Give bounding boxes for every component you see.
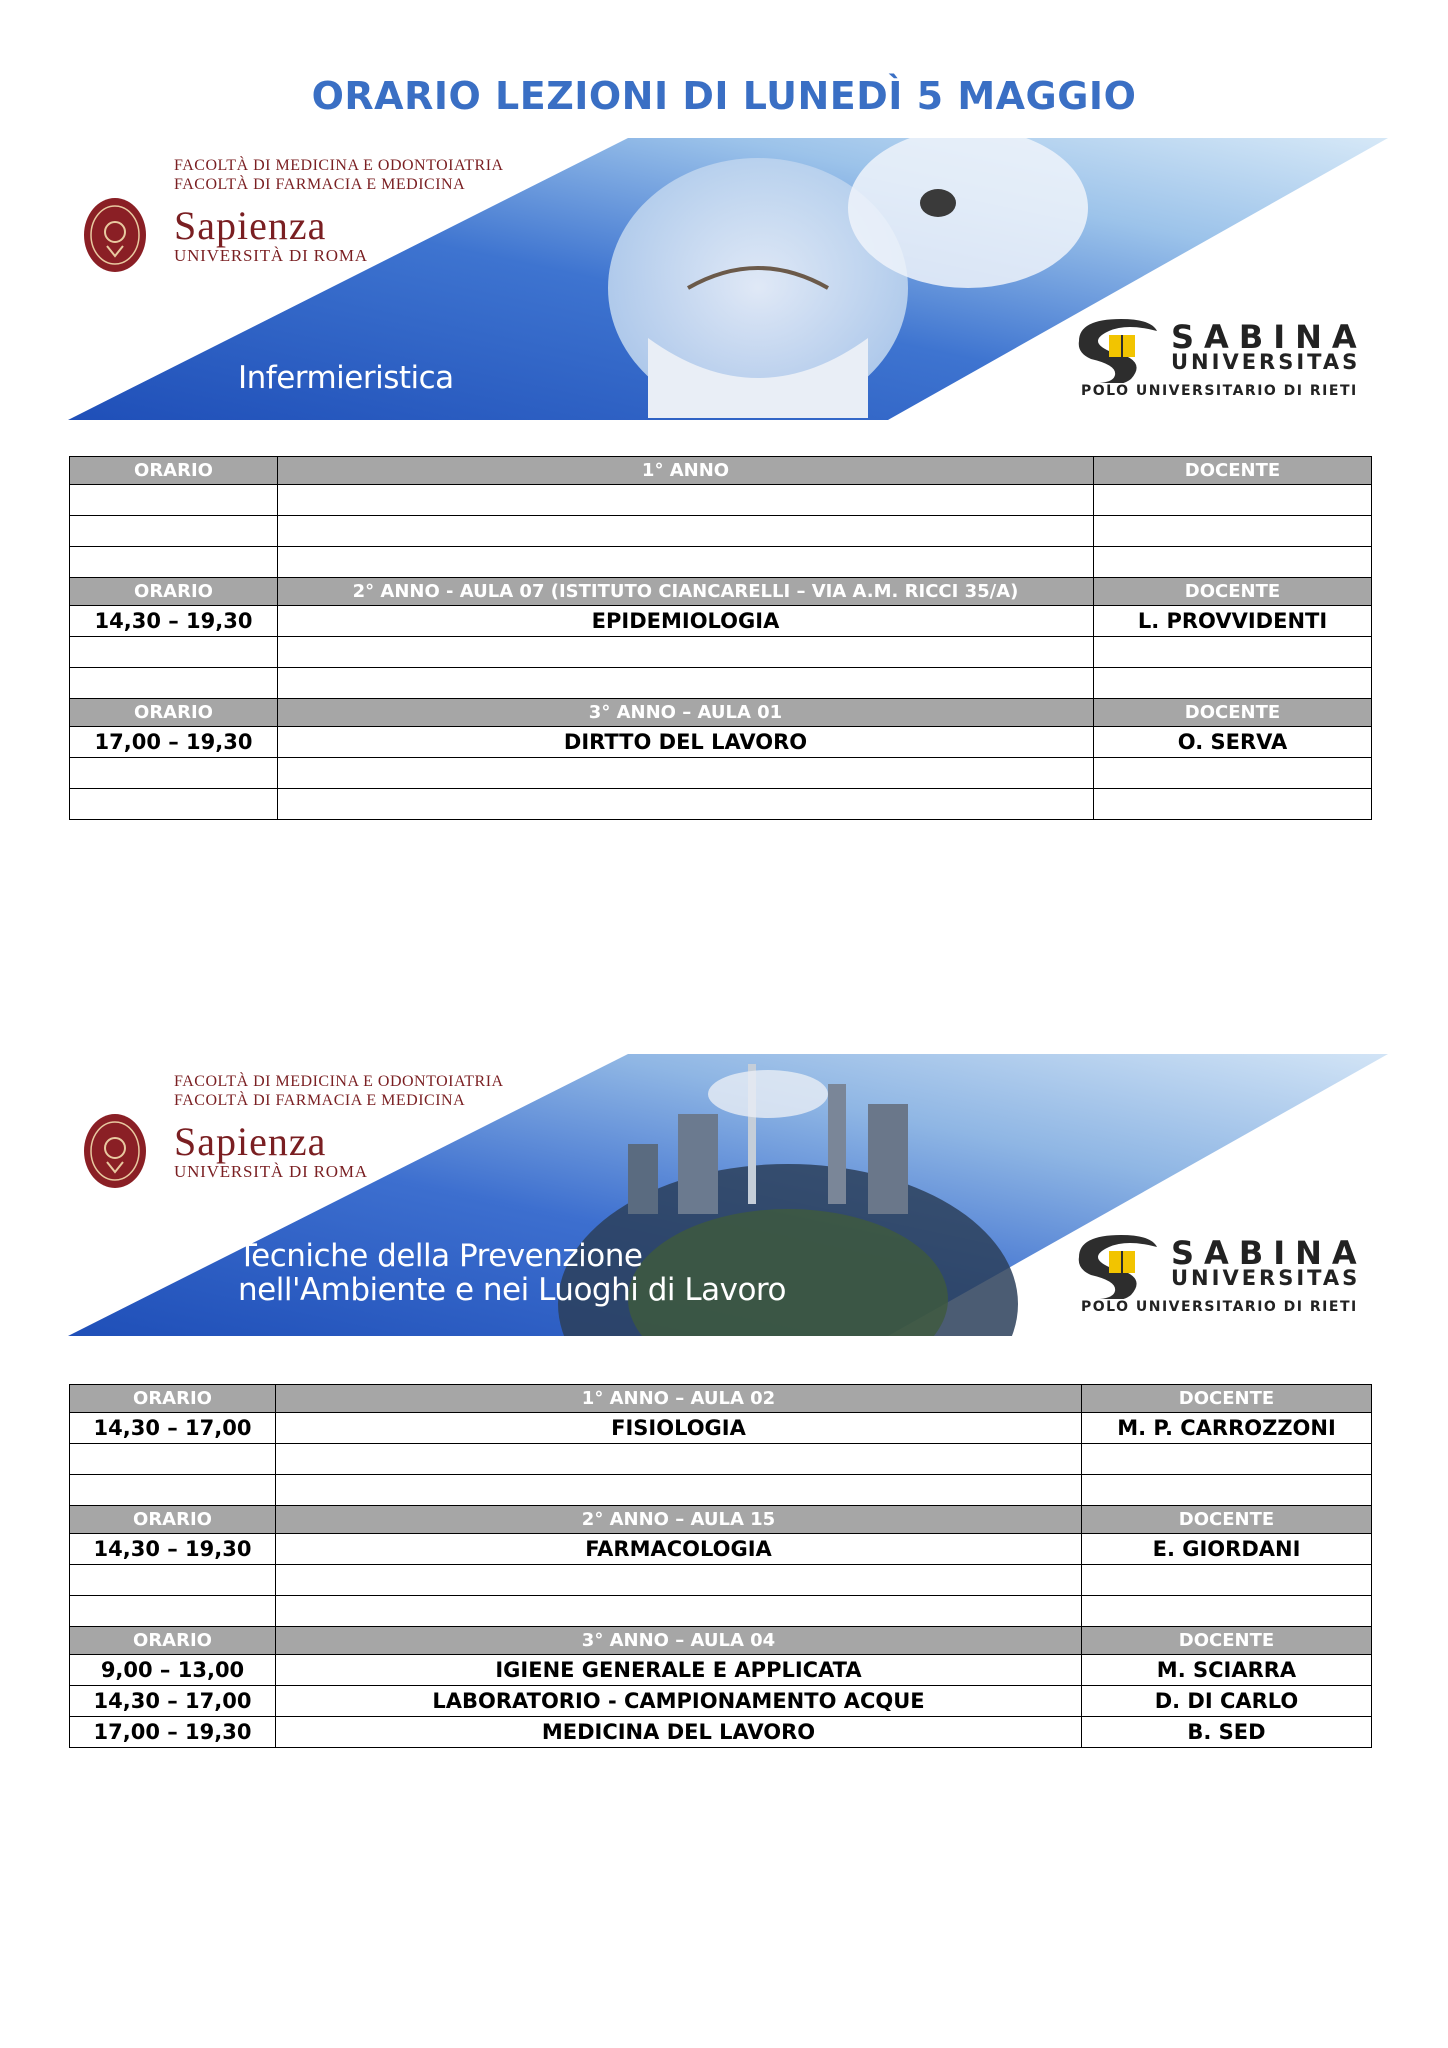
table-row: [70, 547, 1372, 578]
cell-corso: [276, 1475, 1082, 1506]
cell-docente: [1082, 1444, 1372, 1475]
banner-infermieristica: [68, 138, 1388, 420]
header-corso: 2° ANNO - AULA 07 (ISTITUTO CIANCARELLI – VIA A.M. RICCI 35/A): [278, 578, 1094, 606]
table-row: [70, 789, 1372, 820]
table-row: [70, 637, 1372, 668]
table-row: [70, 516, 1372, 547]
cell-corso: FISIOLOGIA: [276, 1413, 1082, 1444]
cell-orario: [70, 516, 278, 547]
cell-docente: [1094, 758, 1372, 789]
course-name-line-1: Infermieristica: [238, 360, 454, 396]
header-corso: 3° ANNO – AULA 01: [278, 699, 1094, 727]
cell-docente: M. SCIARRA: [1082, 1655, 1372, 1686]
faculty-line-2: FACOLTÀ DI FARMACIA E MEDICINA: [174, 1092, 466, 1109]
header-docente: DOCENTE: [1082, 1627, 1372, 1655]
cell-orario: [70, 1444, 276, 1475]
cell-corso: FARMACOLOGIA: [276, 1534, 1082, 1565]
cell-orario: 14,30 – 19,30: [70, 1534, 276, 1565]
cell-docente: D. DI CARLO: [1082, 1686, 1372, 1717]
cell-docente: [1094, 668, 1372, 699]
header-orario: ORARIO: [70, 1627, 276, 1655]
cell-corso: [276, 1565, 1082, 1596]
cell-docente: [1094, 485, 1372, 516]
header-docente: DOCENTE: [1094, 699, 1372, 727]
university-name: Sapienza: [174, 1119, 327, 1164]
cell-corso: [278, 789, 1094, 820]
table-row: [70, 758, 1372, 789]
header-corso: 1° ANNO: [278, 457, 1094, 485]
header-orario: ORARIO: [70, 1506, 276, 1534]
table-row: [70, 1413, 1372, 1444]
header-docente: DOCENTE: [1094, 457, 1372, 485]
cell-orario: [70, 1565, 276, 1596]
cell-docente: [1094, 637, 1372, 668]
table-row: [70, 1717, 1372, 1748]
sabina-logo: [1071, 313, 1371, 403]
course-name-line-2: nell'Ambiente e nei Luoghi di Lavoro: [238, 1272, 786, 1308]
cell-orario: [70, 485, 278, 516]
page-title: ORARIO LEZIONI DI LUNEDÌ 5 MAGGIO: [311, 74, 1137, 118]
cell-corso: [278, 516, 1094, 547]
table-row: [70, 1534, 1372, 1565]
header-orario: ORARIO: [70, 699, 278, 727]
cell-corso: [278, 758, 1094, 789]
header-orario: ORARIO: [70, 578, 278, 606]
faculty-line-1: FACOLTÀ DI MEDICINA E ODONTOIATRIA: [174, 157, 504, 174]
cell-orario: 14,30 – 17,00: [70, 1413, 276, 1444]
faculty-line-2: FACOLTÀ DI FARMACIA E MEDICINA: [174, 176, 466, 193]
header-docente: DOCENTE: [1094, 578, 1372, 606]
sabina-universitas: UNIVERSITAS: [1171, 350, 1361, 374]
cell-docente: [1094, 547, 1372, 578]
cell-corso: MEDICINA DEL LAVORO: [276, 1717, 1082, 1748]
cell-docente: M. P. CARROZZONI: [1082, 1413, 1372, 1444]
cell-corso: LABORATORIO - CAMPIONAMENTO ACQUE: [276, 1686, 1082, 1717]
sabina-name: SABINA: [1171, 1234, 1367, 1272]
cell-corso: DIRTTO DEL LAVORO: [278, 727, 1094, 758]
cell-docente: [1094, 789, 1372, 820]
cell-docente: [1082, 1475, 1372, 1506]
year-header-row: [70, 1627, 1372, 1655]
cell-docente: L. PROVVIDENTI: [1094, 606, 1372, 637]
table-row: [70, 668, 1372, 699]
cell-docente: B. SED: [1082, 1717, 1372, 1748]
sabina-book-icon: [1071, 1229, 1161, 1299]
sabina-polo: POLO UNIVERSITARIO DI RIETI: [1081, 383, 1358, 399]
cell-corso: IGIENE GENERALE E APPLICATA: [276, 1655, 1082, 1686]
year-header-row: [70, 457, 1372, 485]
table-row: [70, 1444, 1372, 1475]
cell-orario: [70, 1475, 276, 1506]
cell-corso: EPIDEMIOLOGIA: [278, 606, 1094, 637]
cell-docente: [1082, 1565, 1372, 1596]
cell-orario: [70, 668, 278, 699]
cell-corso: [276, 1596, 1082, 1627]
cell-orario: 17,00 – 19,30: [70, 1717, 276, 1748]
cell-orario: [70, 758, 278, 789]
course-name-line-1: Tecniche della Prevenzione: [238, 1238, 643, 1274]
cell-corso: [278, 637, 1094, 668]
university-name: Sapienza: [174, 203, 327, 248]
table-row: [70, 1686, 1372, 1717]
cell-corso: [276, 1444, 1082, 1475]
cell-docente: O. SERVA: [1094, 727, 1372, 758]
table-row: [70, 1596, 1372, 1627]
sapienza-seal-logo: [82, 1112, 148, 1190]
schedule-table-tecniche-prevenzione: [69, 1384, 1372, 1748]
header-docente: DOCENTE: [1082, 1506, 1372, 1534]
table-row: [70, 1655, 1372, 1686]
sabina-polo: POLO UNIVERSITARIO DI RIETI: [1081, 1299, 1358, 1315]
header-corso: 1° ANNO – AULA 02: [276, 1385, 1082, 1413]
table-row: [70, 606, 1372, 637]
sabina-logo: [1071, 1229, 1371, 1319]
header-orario: ORARIO: [70, 1385, 276, 1413]
cell-orario: 14,30 – 19,30: [70, 606, 278, 637]
header-docente: DOCENTE: [1082, 1385, 1372, 1413]
university-sub: UNIVERSITÀ DI ROMA: [174, 1162, 368, 1181]
year-header-row: [70, 1506, 1372, 1534]
cell-corso: [278, 485, 1094, 516]
cell-docente: [1094, 516, 1372, 547]
table-row: [70, 1565, 1372, 1596]
cell-orario: [70, 1596, 276, 1627]
table-row: [70, 727, 1372, 758]
year-header-row: [70, 1385, 1372, 1413]
faculty-line-1: FACOLTÀ DI MEDICINA E ODONTOIATRIA: [174, 1073, 504, 1090]
table-row: [70, 1475, 1372, 1506]
cell-corso: [278, 547, 1094, 578]
cell-docente: [1082, 1596, 1372, 1627]
year-header-row: [70, 578, 1372, 606]
cell-orario: 14,30 – 17,00: [70, 1686, 276, 1717]
header-corso: 2° ANNO – AULA 15: [276, 1506, 1082, 1534]
cell-orario: [70, 637, 278, 668]
cell-corso: [278, 668, 1094, 699]
sabina-name: SABINA: [1171, 318, 1367, 356]
university-sub: UNIVERSITÀ DI ROMA: [174, 246, 368, 265]
schedule-table-infermieristica: [69, 456, 1372, 820]
header-corso: 3° ANNO – AULA 04: [276, 1627, 1082, 1655]
sapienza-seal-logo: [82, 196, 148, 274]
cell-orario: 17,00 – 19,30: [70, 727, 278, 758]
cell-orario: [70, 547, 278, 578]
header-orario: ORARIO: [70, 457, 278, 485]
cell-orario: 9,00 – 13,00: [70, 1655, 276, 1686]
sabina-book-icon: [1071, 313, 1161, 383]
cell-orario: [70, 789, 278, 820]
table-row: [70, 485, 1372, 516]
banner-tecniche-prevenzione: [68, 1054, 1388, 1336]
cell-docente: E. GIORDANI: [1082, 1534, 1372, 1565]
sabina-universitas: UNIVERSITAS: [1171, 1266, 1361, 1290]
year-header-row: [70, 699, 1372, 727]
